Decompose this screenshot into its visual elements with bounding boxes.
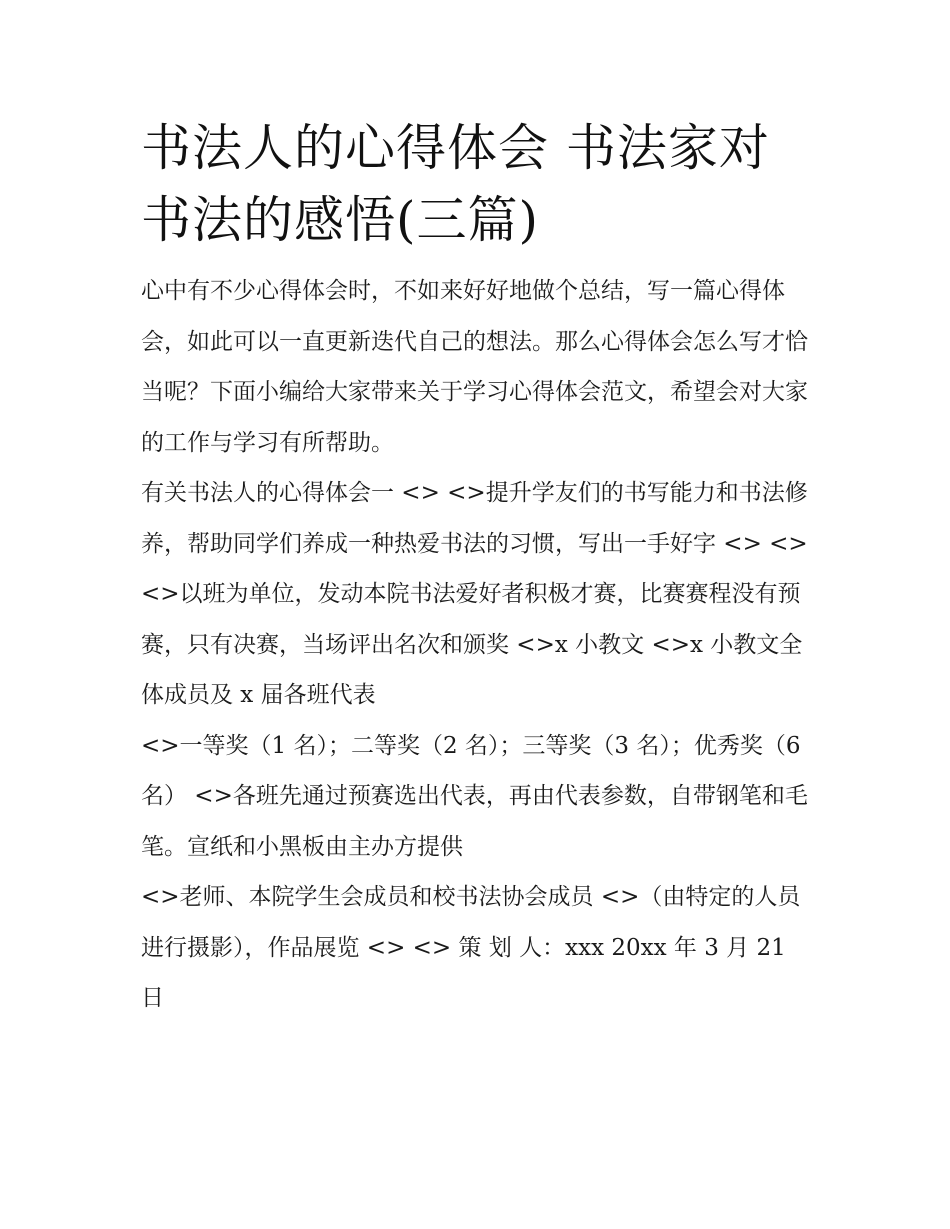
body-paragraph-3: <>一等奖（1 名）；二等奖（2 名）；三等奖（3 名）；优秀奖（6 名） <>各班先通过预赛选出代表，再由代表参数，自带钢笔和毛笔。宣纸和小黑板由主办方提供	[141, 732, 808, 860]
document-title: 书法人的心得体会 书法家对书法的感悟(三篇)	[141, 119, 770, 249]
document-content	[141, 112, 813, 1024]
body-paragraph-2: <>以班为单位，发动本院书法爱好者积极才赛，比赛赛程没有预赛，只有决赛，当场评出名次和颁奖 <>x 小教文 <>x 小教文全体成员及 x 届各班代表	[141, 581, 803, 708]
body-paragraph-1: 有关书法人的心得体会一 <> <>提升学友们的书写能力和书法修养，帮助同学们养成一种热爱书法的习惯，写出一手好字 <> <>	[141, 480, 808, 557]
body-paragraph-4: <>老师、本院学生会成员和校书法协会成员 <>（由特定的人员进行摄影），作品展览 <> <> 策 划 人：xxx 20xx 年 3 月 21 日	[141, 884, 801, 1011]
intro-paragraph: 心中有不少心得体会时，不如来好好地做个总结，写一篇心得体会，如此可以一直更新迭代自己的想法。那么心得体会怎么写才恰当呢？下面小编给大家带来关于学习心得体会范文，希望会对大家的工作与学习有所帮助。	[141, 278, 808, 456]
